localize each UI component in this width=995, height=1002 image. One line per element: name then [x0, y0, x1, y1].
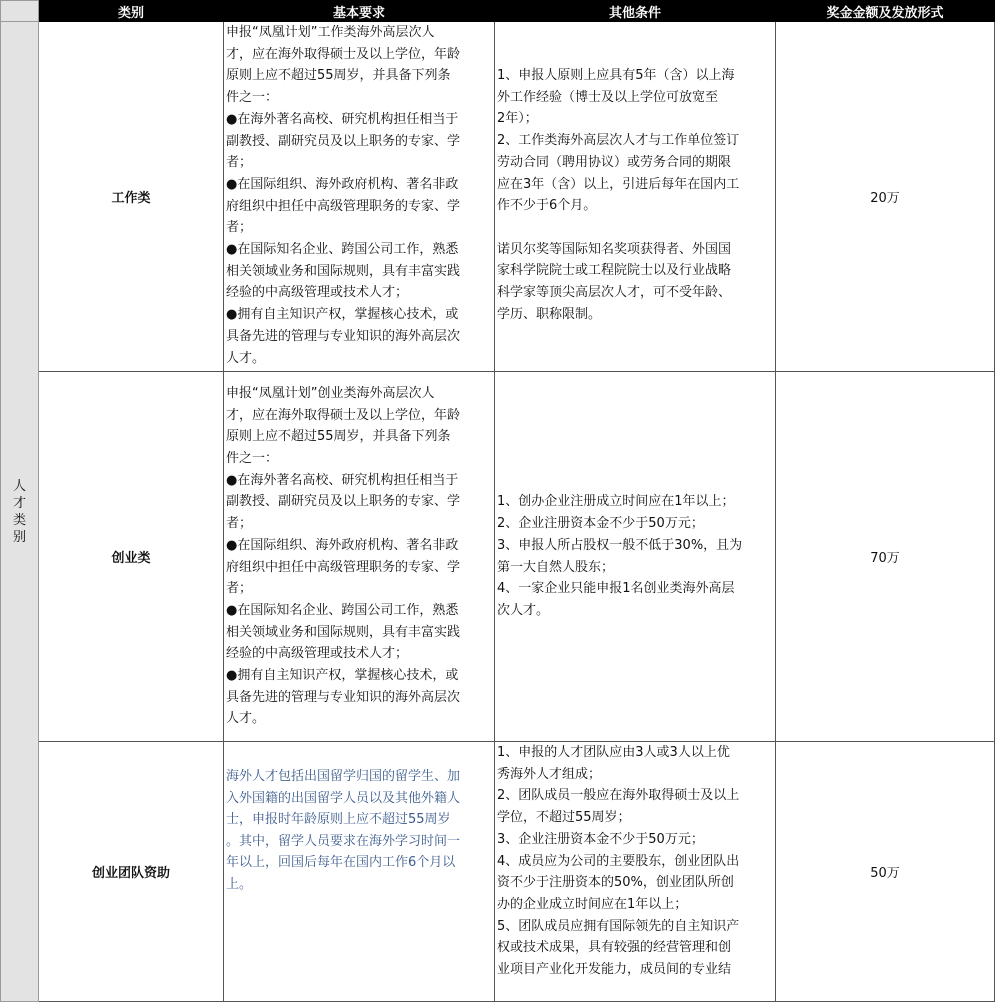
req-line: 件之一：: [226, 90, 279, 106]
req-line: 者；: [226, 516, 253, 532]
basic-requirements-startup: [224, 372, 495, 742]
cond-line: 作不少于6个月。: [497, 198, 597, 214]
cond-line: 劳动合同（聘用协议）或劳务合同的期限: [497, 154, 732, 170]
cond-line: 4、一家企业只能申报1名创业类海外高层: [497, 581, 735, 597]
award-cell-team: 50万: [776, 742, 995, 1002]
cond-line: 2、企业注册资本金不少于50万元；: [497, 516, 704, 532]
cond-line: 2、团队成员一般应在海外取得硕士及以上: [497, 788, 740, 804]
table-row-startup: [1, 372, 995, 742]
req-line: 相关领域业务和国际规则，具有丰富实践: [226, 263, 461, 279]
req-line: 人才。: [226, 711, 266, 727]
cond-line: 2、工作类海外高层次人才与工作单位签订: [497, 133, 740, 149]
req-line: 。其中，留学人员要求在海外学习时间一: [226, 833, 461, 849]
req-line: 原则上应不超过55周岁，并具备下列条: [226, 68, 451, 84]
req-line: ●拥有自主知识产权，掌握核心技术，或: [226, 668, 459, 684]
cond-line: 办的企业成立时间应在1年以上；: [497, 896, 688, 912]
req-line: 府组织中担任中高级管理职务的专家、学: [226, 559, 461, 575]
req-line: 具备先进的管理与专业知识的海外高层次: [226, 328, 461, 344]
req-line: 海外人才包括出国留学归国的留学生、加: [226, 769, 461, 784]
cond-line: 秀海外人才组成；: [497, 766, 602, 782]
cond-line: 第一大自然人股东；: [497, 559, 615, 575]
req-line: ●在海外著名高校、研究机构担任相当于: [226, 472, 459, 488]
cond-line: 学位，不超过55周岁；: [497, 810, 631, 826]
cond-line: 业项目产业化开发能力，成员间的专业结: [497, 962, 732, 978]
cond-line: 外工作经验（博士及以上学位可放宽至: [497, 89, 719, 105]
category-cell-team: 创业团队资助: [39, 742, 224, 1002]
award-cell-work: 20万: [776, 22, 995, 372]
cond-line: 家科学院院士或工程院院士以及行业战略: [497, 263, 732, 279]
cond-line: 1、申报的人才团队应由3人或3人以上优: [497, 745, 730, 760]
header-basic-requirements: 基本要求: [224, 1, 495, 22]
req-line: ●在国际组织、海外政府机构、著名非政: [226, 176, 459, 192]
cond-line: 5、团队成员应拥有国际领先的自主知识产: [497, 918, 740, 934]
other-conditions-team: [495, 742, 776, 1002]
header-other-conditions: 其他条件: [495, 1, 776, 22]
cond-line: 学历、职称限制。: [497, 306, 602, 322]
req-line: 副教授、副研究员及以上职务的专家、学: [226, 494, 461, 510]
table-row-team: [1, 742, 995, 1002]
req-line: 副教授、副研究员及以上职务的专家、学: [226, 133, 461, 149]
req-line: 入外国籍的出国留学人员以及其他外籍人: [226, 790, 461, 806]
basic-requirements-team: [224, 742, 495, 1002]
cond-line: 2年）；: [497, 111, 538, 127]
req-line: ●在国际知名企业、跨国公司工作，熟悉: [226, 242, 459, 258]
table-row-work: [1, 22, 995, 372]
basic-requirements-work: [224, 22, 495, 372]
cond-line: 1、申报人原则上应具有5年（含）以上海: [497, 68, 735, 83]
req-line: 申报“凤凰计划”创业类海外高层次人: [226, 385, 435, 401]
cond-line: 科学家等顶尖高层次人才，可不受年龄、: [497, 285, 732, 301]
cond-line: 3、申报人所占股权一般不低于30%，且为: [497, 537, 743, 553]
side-category-cell: [1, 22, 39, 1002]
header-award: 奖金金额及发放形式: [776, 1, 995, 22]
req-line: 原则上应不超过55周岁，并具备下列条: [226, 429, 451, 445]
req-line: ●拥有自主知识产权，掌握核心技术，或: [226, 307, 459, 323]
req-line: 府组织中担任中高级管理职务的专家、学: [226, 198, 461, 214]
req-line: 申报“凤凰计划”工作类海外高层次人: [226, 25, 435, 40]
req-line: ●在国际知名企业、跨国公司工作，熟悉: [226, 602, 459, 618]
cond-line: 诺贝尔奖等国际知名奖项获得者、外国国: [497, 241, 732, 257]
cond-line: 权或技术成果，具有较强的经营管理和创: [497, 940, 732, 956]
req-line: 才，应在海外取得硕士及以上学位，年龄: [226, 46, 461, 62]
cond-line: 应在3年（含）以上，引进后每年在国内工: [497, 176, 740, 192]
cond-line: 3、企业注册资本金不少于50万元；: [497, 831, 704, 847]
cond-line: 资不少于注册资本的50%，创业团队所创: [497, 875, 734, 891]
other-conditions-startup: [495, 372, 776, 742]
req-line: 经验的中高级管理或技术人才；: [226, 646, 409, 662]
req-line: 年以上，回国后每年在国内工作6个月以: [226, 855, 456, 870]
header-category: 类别: [39, 1, 224, 22]
cond-line: 4、成员应为公司的主要股东，创业团队出: [497, 853, 740, 869]
req-line: 经验的中高级管理或技术人才；: [226, 285, 409, 301]
req-line: 才，应在海外取得硕士及以上学位，年龄: [226, 407, 461, 423]
cond-line: 1、创办企业注册成立时间应在1年以上；: [497, 494, 735, 510]
award-cell-startup: 70万: [776, 372, 995, 742]
cond-line: 次人才。: [497, 602, 550, 618]
other-conditions-work: [495, 22, 776, 372]
req-line: 者；: [226, 220, 253, 236]
req-line: 上。: [226, 876, 253, 892]
header-corner: [1, 1, 39, 22]
req-line: 具备先进的管理与专业知识的海外高层次: [226, 689, 461, 705]
header-row: [1, 1, 995, 22]
req-line: 人才。: [226, 350, 266, 366]
req-line: 相关领域业务和国际规则，具有丰富实践: [226, 624, 461, 640]
category-cell-startup: 创业类: [39, 372, 224, 742]
cond-gap: [497, 217, 773, 239]
req-line: 者；: [226, 581, 253, 597]
req-line: ●在海外著名高校、研究机构担任相当于: [226, 111, 459, 127]
req-line: 件之一：: [226, 450, 279, 466]
req-line: ●在国际组织、海外政府机构、著名非政: [226, 537, 459, 553]
category-cell-work: 工作类: [39, 22, 224, 372]
req-line: 士，申报时年龄原则上应不超过55周岁: [226, 812, 451, 827]
req-line: 者；: [226, 155, 253, 171]
side-category-label: 人才类别: [12, 478, 26, 545]
